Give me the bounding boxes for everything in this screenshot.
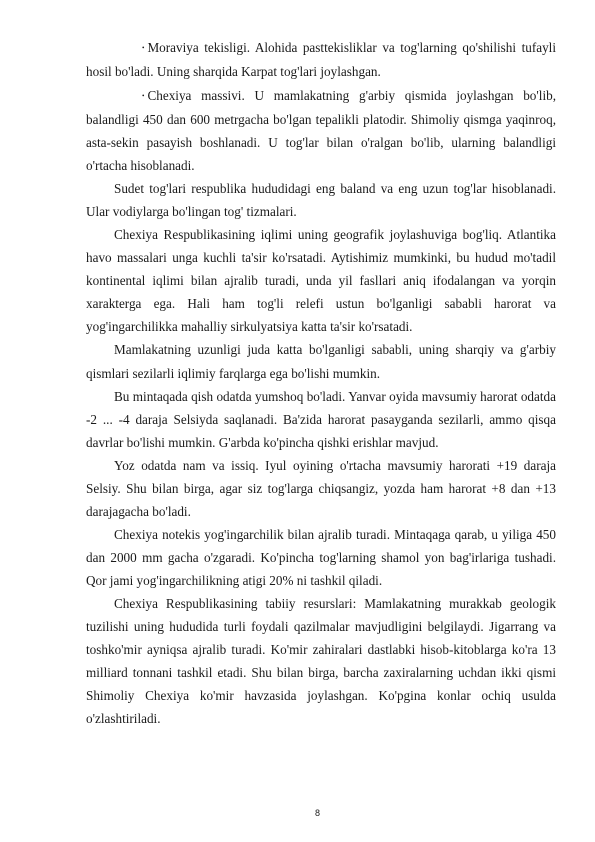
paragraph [86,385,556,454]
paragraph-text: Bu mintaqada qish odatda yumshoq bo'ladi. Yanvar oyida mavsumiy harorat odatda -2 ... -4 daraja Selsiyda saqlanadi. Ba'zida harorat pasayganda sezilarli, ammo qisqa davrlar bo'lishi mumkin. G'arbda ko'pincha qishki erishlar mavjud. [86,388,556,450]
bullet-icon: • [142,44,145,53]
paragraph-text: Mamlakatning uzunligi juda katta bo'lganligi sababli, uning sharqiy va g'arbiy qismlari sezilarli iqlimiy farqlarga ega bo'lishi mumkin. [86,342,556,381]
paragraph-text: Moraviya tekisligi. Alohida pasttekisliklar va tog'larning qo'shilishi tufayli hosil bo'ladi. Uning sharqida Karpat tog'lari joylashgan. [86,40,556,80]
paragraph [86,523,556,592]
paragraph [86,454,556,523]
bullet-paragraph [86,84,556,178]
bullet-icon: • [142,91,145,100]
document-body [86,36,556,730]
paragraph-text: Chexiya Respublikasining iqlimi uning geografik joylashuviga bog'liq. Atlantika havo massalari unga kuchli ta'sir ko'rsatadi. Aytishimiz mumkinki, bu hudud mo'tadil kontinental iqlimi bilan ajralib turadi, unda yil fasllari aniq ifodalangan va yorqin xarakterga ega. Hali ham tog'li relefi ustun bo'lganligi sababli harorat va yog'ingarchilikka mahalliy sirkulyatsiya katta ta'sir ko'rsatadi. [86,227,556,335]
paragraph-text: Yoz odatda nam va issiq. Iyul oyining o'rtacha mavsumiy harorati +19 daraja Selsiy. Shu bilan birga, agar siz tog'larga chiqsangiz, yozda ham harorat +8 dan +13 darajagacha bo'ladi. [86,457,556,519]
paragraph [86,592,556,730]
paragraph-text: Sudet tog'lari respublika hududidagi eng baland va eng uzun tog'lar hisoblanadi. Ular vodiylarga bo'lingan tog' tizmalari. [86,181,556,220]
paragraph-text: Chexiya massivi. U mamlakatning g'arbiy qismida joylashgan bo'lib, balandligi 450 dan 600 metrgacha bo'lgan tepalikli platodir. Shimoliy qismga yaqinroq, asta-sekin pasayish boshlanadi. U tog'lar bilan o'ralgan bo'lib, ularning balandligi o'rtacha hisoblanadi. [86,87,556,174]
paragraph [86,338,556,384]
page-number: 8 [314,808,320,818]
paragraph-text: Chexiya Respublikasining tabiiy resurslari: Mamlakatning murakkab geologik tuzilishi uning hududida turli foydali qazilmalar mavjudligini belgilaydi. Jigarrang va toshko'mir ayniqsa ajralib turadi. Ko'mir zahiralari dastlabki hisob-kitoblarga ko'ra 13 milliard tonnani tashkil etadi. Shu bilan birga, barcha zaxiralarning uchdan ikki qismi Shimoliy Chexiya ko'mir havzasida joylashgan. Ko'pgina konlar ochiq usulda o'zlashtiriladi. [86,596,556,727]
paragraph [86,223,556,338]
paragraph-text: Chexiya notekis yog'ingarchilik bilan ajralib turadi. Mintaqaga qarab, u yiliga 450 dan 2000 mm gacha o'zgaradi. Ko'pincha tog'larning shamol yon bag'irlariga tushadi. Qor jami yog'ingarchilikning atigi 20% ni tashkil qiladi. [86,526,556,588]
bullet-paragraph [86,36,556,84]
paragraph [86,177,556,223]
